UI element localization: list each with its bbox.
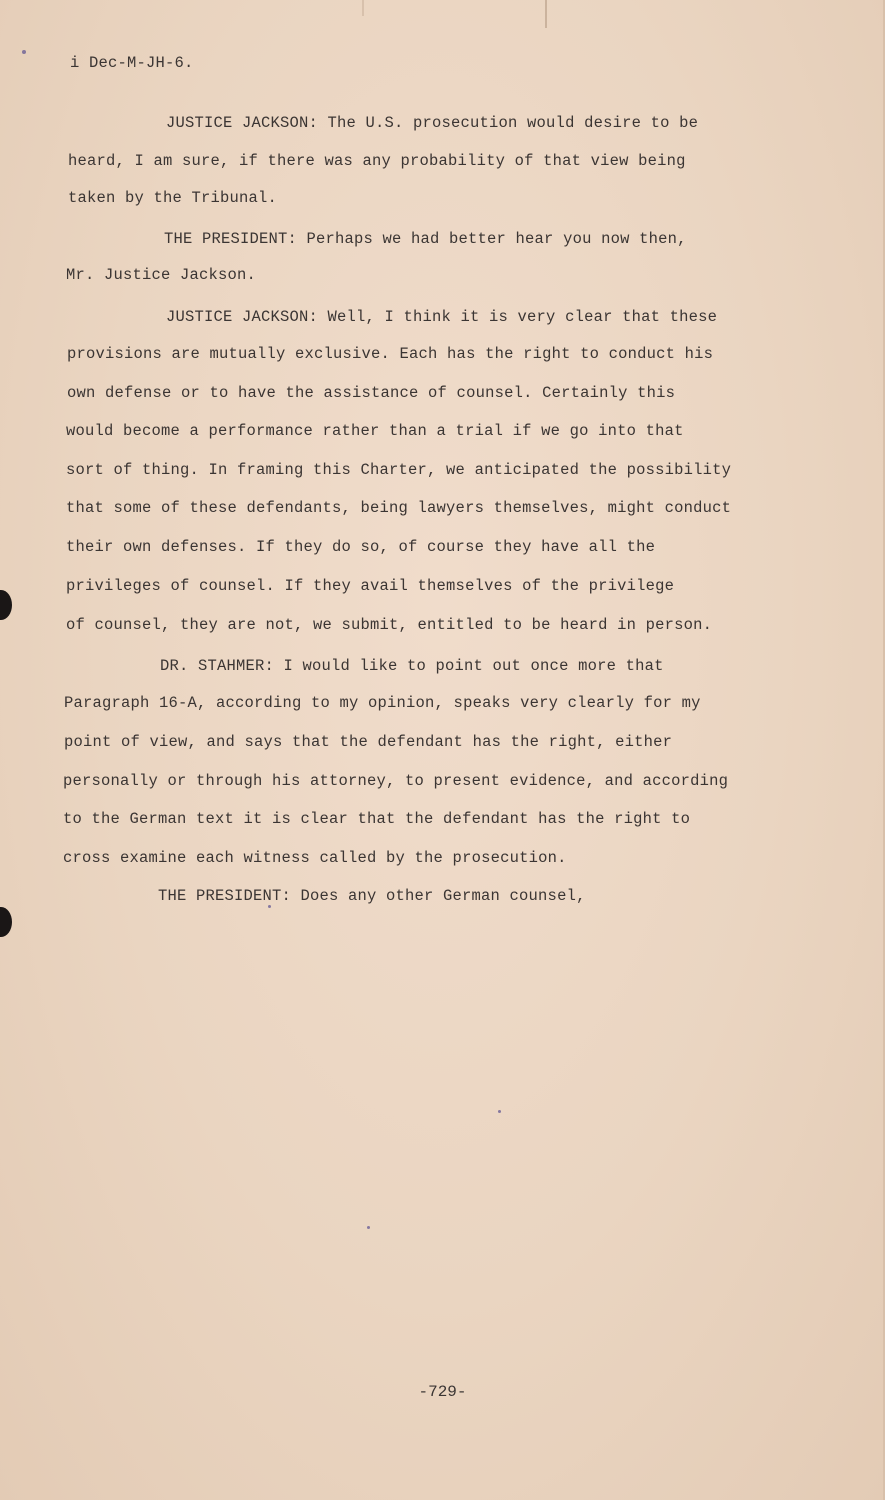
paper-mark bbox=[545, 0, 547, 28]
text-line: would become a performance rather than a trial if we go into that bbox=[66, 422, 684, 440]
text-line: provisions are mutually exclusive. Each has the right to conduct his bbox=[67, 345, 714, 363]
text-line: that some of these defendants, being lawyers themselves, might conduct bbox=[66, 499, 732, 517]
ink-speck bbox=[498, 1110, 501, 1113]
text-line: personally or through his attorney, to present evidence, and according bbox=[63, 772, 729, 790]
text-line: taken by the Tribunal. bbox=[68, 189, 278, 207]
text-line: Mr. Justice Jackson. bbox=[66, 266, 257, 284]
text-line: DR. STAHMER: I would like to point out once more that bbox=[160, 657, 664, 675]
text-line: own defense or to have the assistance of counsel. Certainly this bbox=[67, 384, 676, 402]
paper-mark bbox=[362, 0, 364, 16]
text-line: THE PRESIDENT: Does any other German counsel, bbox=[158, 887, 586, 905]
text-line: privileges of counsel. If they avail themselves of the privilege bbox=[66, 577, 675, 595]
page-number: -729- bbox=[418, 1383, 467, 1401]
text-line: to the German text it is clear that the defendant has the right to bbox=[63, 810, 691, 828]
text-line: JUSTICE JACKSON: The U.S. prosecution would desire to be bbox=[166, 114, 699, 132]
text-line: cross examine each witness called by the prosecution. bbox=[63, 849, 567, 867]
punch-hole bbox=[0, 590, 12, 620]
document-reference: i Dec-M-JH-6. bbox=[70, 54, 194, 72]
text-line: point of view, and says that the defendant has the right, either bbox=[64, 733, 673, 751]
text-line: of counsel, they are not, we submit, entitled to be heard in person. bbox=[66, 616, 713, 634]
text-line: Paragraph 16-A, according to my opinion, speaks very clearly for my bbox=[64, 694, 701, 712]
text-line: JUSTICE JACKSON: Well, I think it is very clear that these bbox=[166, 308, 718, 326]
ink-speck bbox=[22, 50, 26, 54]
text-line: THE PRESIDENT: Perhaps we had better hear you now then, bbox=[164, 230, 687, 248]
text-line: sort of thing. In framing this Charter, we anticipated the possibility bbox=[66, 461, 732, 479]
text-line: heard, I am sure, if there was any probability of that view being bbox=[68, 152, 686, 170]
ink-speck bbox=[367, 1226, 370, 1229]
ink-speck bbox=[268, 905, 271, 908]
punch-hole bbox=[0, 907, 12, 937]
text-line: their own defenses. If they do so, of course they have all the bbox=[66, 538, 656, 556]
